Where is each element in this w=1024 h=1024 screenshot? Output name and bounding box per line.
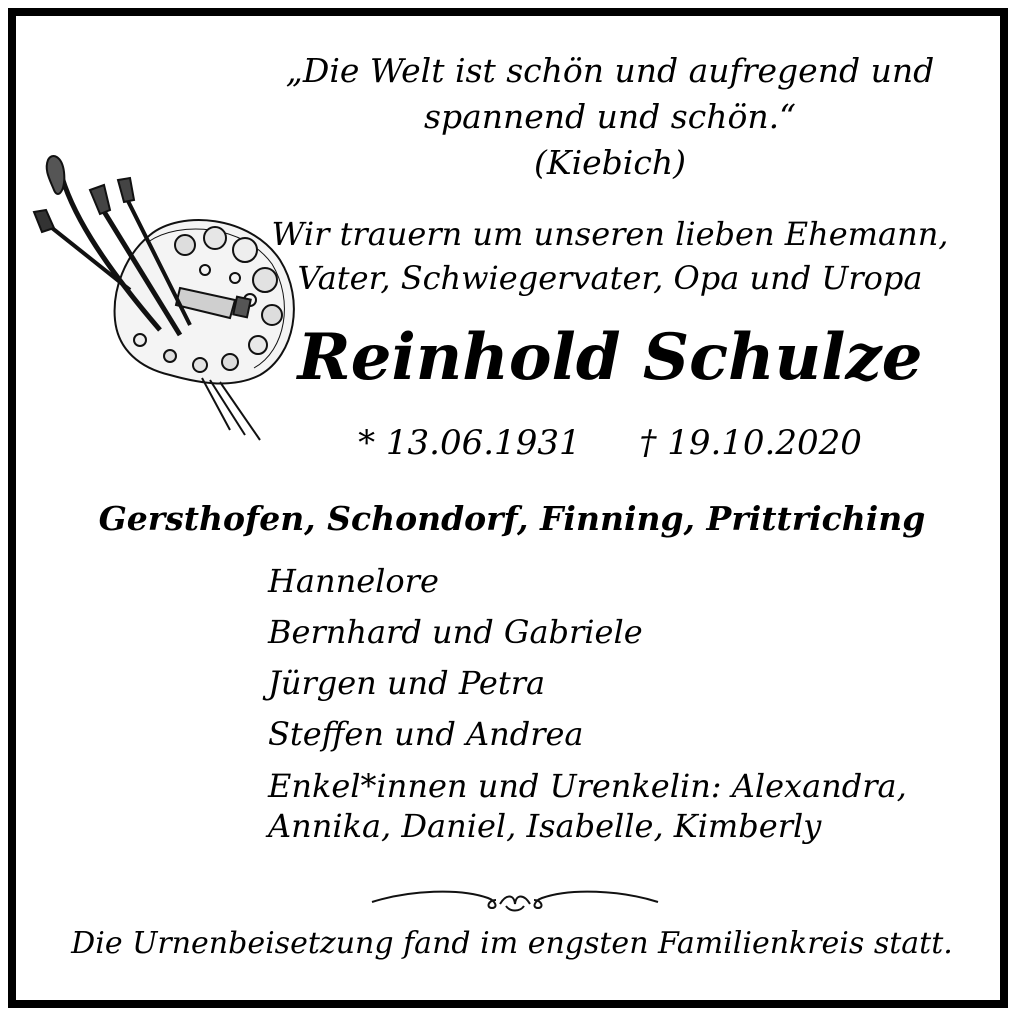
mourner-item: Bernhard und Gabriele [268,613,643,651]
mourner-item: Annika, Daniel, Isabelle, Kimberly [268,807,822,845]
life-dates [330,420,890,466]
mourner-item: Hannelore [268,562,439,600]
mourners-list [268,556,968,846]
quote-block [270,48,950,186]
mourner-item: Steffen und Andrea [268,715,584,753]
places-line: Gersthofen, Schondorf, Finning, Prittriching [98,499,926,538]
quote-line-2: spannend und schön.“ [424,97,796,136]
birth-date: * 13.06.1931 [358,423,581,463]
mourning-line-2: Vater, Schwiegervater, Opa und Uropa [297,259,923,297]
mourning-text [270,212,950,300]
quote-line-1: „Die Welt ist schön und aufregend und [285,51,935,90]
quote-source: (Kiebich) [534,143,686,182]
death-date: † 19.10.2020 [639,423,862,463]
deceased-name: Reinhold Schulze [297,320,923,395]
mourner-item: Jürgen und Petra [268,664,546,702]
mourning-line-1: Wir trauern um unseren lieben Ehemann, [271,215,949,253]
flourish-divider-icon [370,880,660,916]
burial-notice: Die Urnenbeisetzung fand im engsten Familienkreis statt. [71,926,953,961]
paint-palette-icon [30,150,300,450]
mourner-item: Enkel*innen und Urenkelin: Alexandra, [268,767,907,805]
